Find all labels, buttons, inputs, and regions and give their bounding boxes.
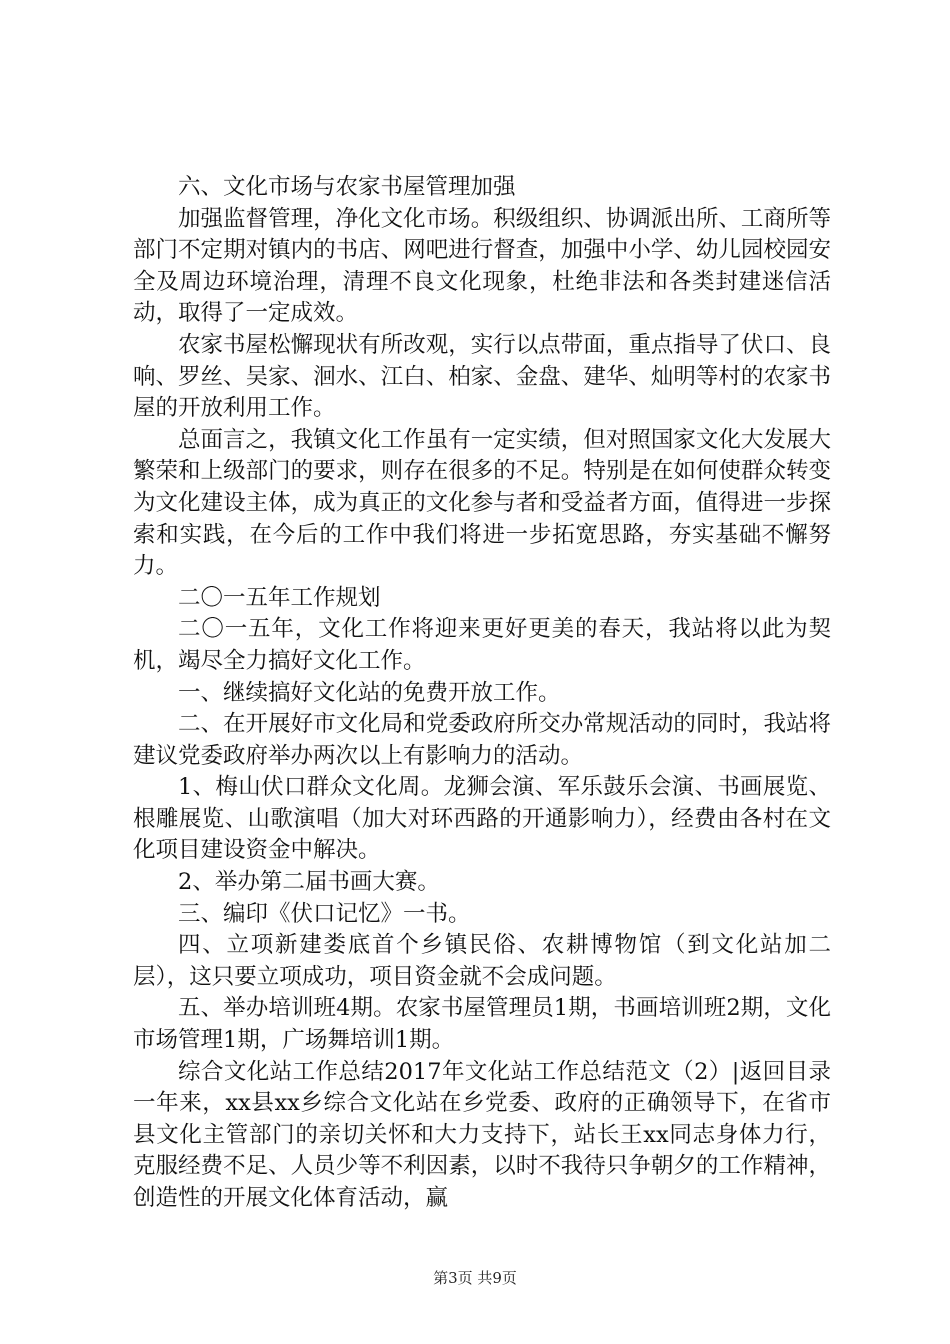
section-heading-2015-plan: 二〇一五年工作规划 <box>178 584 381 611</box>
paragraph-2015-intro: 二〇一五年，文化工作将迎来更好更美的春天，我站将以此为契机，竭尽全力搞好文化工作。 <box>133 616 831 674</box>
plan-item-2: 二、在开展好市文化局和党委政府所交办常规活动的同时，我站将建议党委政府举办两次以上有影响力的活动。 <box>133 711 831 769</box>
page-number-footer: 第3页 共9页 <box>433 1269 517 1287</box>
plan-subitem-1: 1、梅山伏口群众文化周。龙狮会演、军乐鼓乐会演、书画展览、根雕展览、山歌演唱（加大对环西路的开通影响力），经费由各村在文化项目建设资金中解决。 <box>133 774 831 864</box>
plan-item-5: 五、举办培训班4期。农家书屋管理员1期，书画培训班2期，文化市场管理1期，广场舞培训1期。 <box>133 995 831 1054</box>
paragraph-farm-library: 农家书屋松懈现状有所改观，实行以点带面，重点指导了伏口、良响、罗丝、吴家、洄水、江白、柏家、金盘、建华、灿明等村的农家书屋的开放利用工作。 <box>133 331 831 422</box>
plan-item-3: 三、编印《伏口记忆》一书。 <box>178 900 471 927</box>
paragraph-summary: 总面言之，我镇文化工作虽有一定实绩，但对照国家文化大发展大繁荣和上级部门的要求，则存在很多的不足。特别是在如何使群众转变为文化建设主体，成为真正的文化参与者和受益者方面，值得进一步探索和实践，在今后的工作中我们将进一步拓宽思路，夯实基础不懈努力。 <box>133 426 831 580</box>
section-heading-culture-market: 六、文化市场与农家书屋管理加强 <box>178 174 516 200</box>
plan-subitem-2: 2、举办第二届书画大赛。 <box>178 869 440 896</box>
plan-item-4: 四、立项新建娄底首个乡镇民俗、农耕博物馆（到文化站加二层），这只要立项成功，项目资金就不会成问题。 <box>133 932 831 990</box>
paragraph-supervision: 加强监督管理，净化文化市场。积级组织、协调派出所、工商所等部门不定期对镇内的书店、网吧进行督查，加强中小学、幼儿园校园安全及周边环境治理，清理不良文化现象，杜绝非法和各类封建迷信活动，取得了一定成效。 <box>133 205 831 327</box>
plan-item-1: 一、继续搞好文化站的免费开放工作。 <box>178 679 561 706</box>
paragraph-summary-2017: 综合文化站工作总结2017年文化站工作总结范文（2）|返回目录一年来，xx县xx乡综合文化站在乡党委、政府的正确领导下，在省市县文化主管部门的亲切关怀和大力支持下，站长王xx同志身体力行，克服经费不足、人员少等不利因素，以时不我待只争朝夕的工作精神，创造性的开展文化体育活动，赢 <box>133 1058 831 1211</box>
document-body <box>133 172 831 1215</box>
